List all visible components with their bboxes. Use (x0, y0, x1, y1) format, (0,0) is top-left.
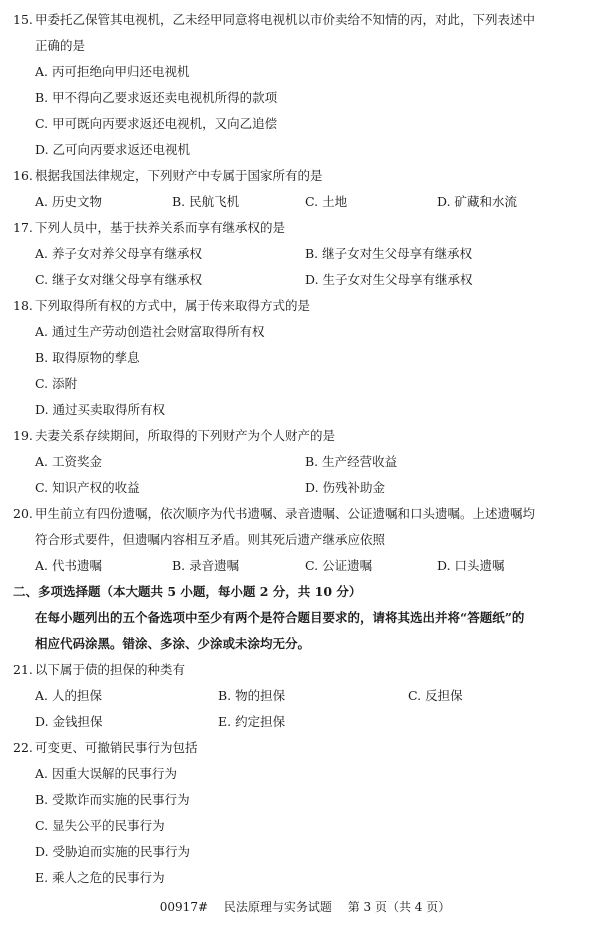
question-stem-continued: 符合形式要件，但遗嘱内容相互矛盾。则其死后遗产继承应依照 (35, 532, 386, 547)
question-number: 19. (13, 428, 33, 443)
question-stem-continued: 正确的是 (35, 38, 86, 53)
question-17-options-row1 (0, 244, 610, 264)
question-22-option-b (0, 790, 610, 810)
option: B. 生产经营收益 (305, 454, 398, 469)
question-stem: 夫妻关系存续期间，所取得的下列财产为个人财产的是 (35, 428, 336, 443)
option: C. 显失公平的民事行为 (35, 818, 165, 833)
question-stem: 根据我国法律规定，下列财产中专属于国家所有的是 (35, 168, 323, 183)
option: D. 伤残补助金 (305, 480, 386, 495)
question-22-option-d (0, 842, 610, 862)
option: C. 甲可既向丙要求返还电视机，又向乙追偿 (35, 116, 278, 131)
question-18-option-d (0, 400, 610, 420)
question-16-options (0, 192, 610, 212)
option: D. 通过买卖取得所有权 (35, 402, 166, 417)
question-number: 15. (13, 12, 33, 27)
option: C. 添附 (35, 376, 78, 391)
question-number: 20. (13, 506, 33, 521)
option: C. 土地 (305, 194, 348, 209)
question-number: 16. (13, 168, 33, 183)
option: A. 人的担保 (35, 688, 102, 703)
option: C. 知识产权的收益 (35, 480, 140, 495)
question-17-stem-line (0, 218, 610, 238)
option: A. 通过生产劳动创造社会财富取得所有权 (35, 324, 265, 339)
option: C. 继子女对继父母享有继承权 (35, 272, 203, 287)
question-stem: 下列人员中，基于扶养关系而享有继承权的是 (35, 220, 286, 235)
page-footer (0, 898, 610, 916)
option: A. 历史文物 (35, 194, 102, 209)
question-18-option-b (0, 348, 610, 368)
question-18-option-a (0, 322, 610, 342)
option: B. 继子女对生父母享有继承权 (305, 246, 473, 261)
option: D. 生子女对生父母享有继承权 (305, 272, 473, 287)
option: A. 丙可拒绝向甲归还电视机 (35, 64, 190, 79)
question-20-stem-cont (0, 530, 610, 550)
question-15-option-c (0, 114, 610, 134)
exam-subject: 民法原理与实务试题 (223, 900, 332, 914)
option: A. 工资奖金 (35, 454, 102, 469)
option: D. 口头遗嘱 (437, 558, 505, 573)
question-stem: 甲委托乙保管其电视机，乙未经甲同意将电视机以市价卖给不知情的丙，对此，下列表述中 (35, 12, 536, 27)
section-2-instruction-line2 (0, 634, 610, 654)
option: C. 公证遗嘱 (305, 558, 373, 573)
section-2-heading-line (0, 582, 610, 602)
option: A. 因重大误解的民事行为 (35, 766, 177, 781)
question-16-stem-line (0, 166, 610, 186)
question-15-option-a (0, 62, 610, 82)
option: B. 录音遗嘱 (172, 558, 240, 573)
question-15-stem-cont (0, 36, 610, 56)
option: A. 养子女对养父母享有继承权 (35, 246, 202, 261)
question-21-options-row2 (0, 712, 610, 732)
option: B. 民航飞机 (172, 194, 240, 209)
option: B. 物的担保 (218, 688, 286, 703)
question-19-stem-line (0, 426, 610, 446)
question-20-options (0, 556, 610, 576)
exam-code: 00917# (159, 900, 209, 914)
question-22-option-c (0, 816, 610, 836)
question-21-stem-line (0, 660, 610, 680)
option: D. 受胁迫而实施的民事行为 (35, 844, 191, 859)
question-15-stem-line (0, 10, 610, 30)
section-title: 二、多项选择题（本大题共 5 小题，每小题 2 分，共 10 分） (13, 584, 362, 599)
question-20-stem-line (0, 504, 610, 524)
question-22-option-e (0, 868, 610, 888)
question-22-option-a (0, 764, 610, 784)
question-21-options-row1 (0, 686, 610, 706)
question-stem: 甲生前立有四份遗嘱，依次顺序为代书遗嘱、录音遗嘱、公证遗嘱和口头遗嘱。上述遗嘱均 (35, 506, 536, 521)
section-2-instruction-line1 (0, 608, 610, 628)
question-17-options-row2 (0, 270, 610, 290)
option: E. 乘人之危的民事行为 (35, 870, 165, 885)
question-stem: 可变更、可撤销民事行为包括 (35, 740, 198, 755)
option: D. 矿藏和水流 (437, 194, 518, 209)
question-19-options-row1 (0, 452, 610, 472)
option: B. 甲不得向乙要求返还卖电视机所得的款项 (35, 90, 278, 105)
question-number: 17. (13, 220, 33, 235)
question-stem: 下列取得所有权的方式中，属于传来取得方式的是 (35, 298, 311, 313)
option: B. 受欺诈而实施的民事行为 (35, 792, 190, 807)
question-number: 22. (13, 740, 33, 755)
question-15-option-d (0, 140, 610, 160)
question-19-options-row2 (0, 478, 610, 498)
option: D. 乙可向丙要求返还电视机 (35, 142, 191, 157)
option: B. 取得原物的孳息 (35, 350, 140, 365)
question-15-option-b (0, 88, 610, 108)
option: E. 约定担保 (218, 714, 286, 729)
question-stem: 以下属于债的担保的种类有 (35, 662, 186, 677)
question-22-stem-line (0, 738, 610, 758)
question-number: 21. (13, 662, 33, 677)
option: C. 反担保 (408, 688, 463, 703)
question-18-stem-line (0, 296, 610, 316)
question-number: 18. (13, 298, 33, 313)
section-instruction: 在每小题列出的五个备选项中至少有两个是符合题目要求的，请将其选出并将“答题纸”的 (35, 610, 525, 625)
page-number: 第 3 页（共 4 页） (347, 900, 451, 914)
question-18-option-c (0, 374, 610, 394)
option: D. 金钱担保 (35, 714, 103, 729)
section-instruction-continued: 相应代码涂黑。错涂、多涂、少涂或未涂均无分。 (35, 636, 311, 651)
option: A. 代书遗嘱 (35, 558, 102, 573)
